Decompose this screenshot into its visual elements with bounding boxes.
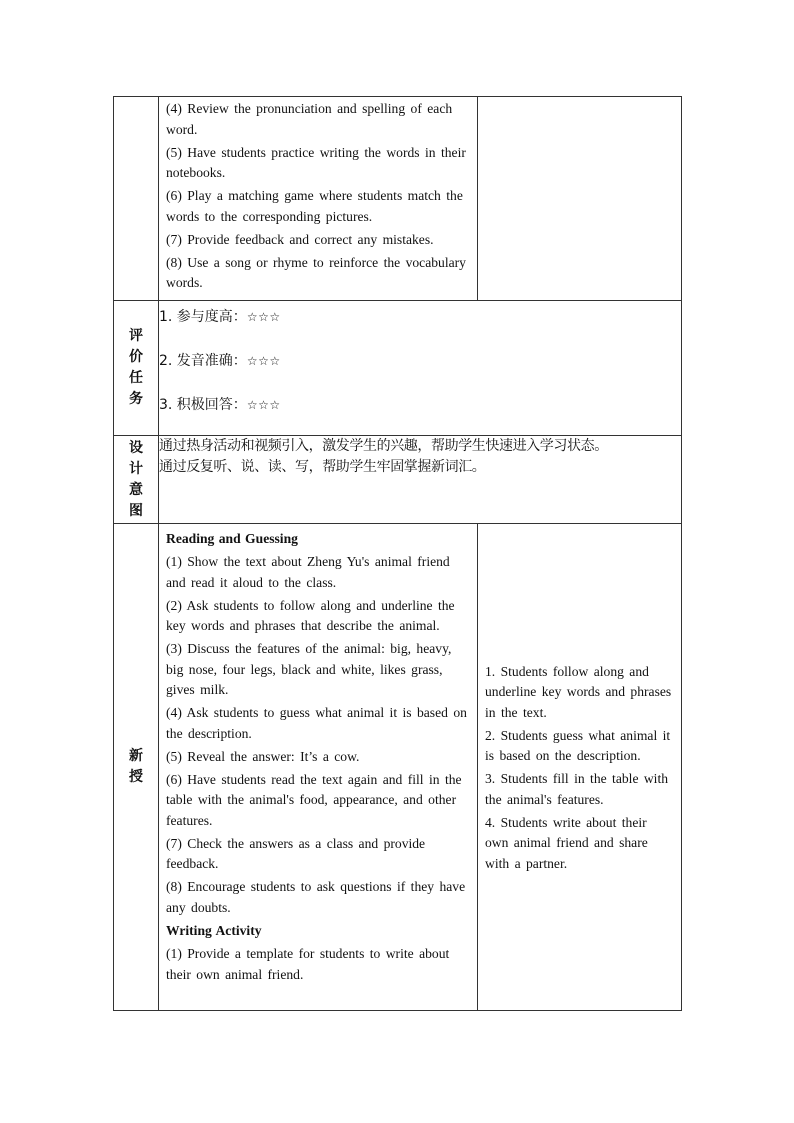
row-practice-steps [114, 97, 682, 301]
new-lesson-label: 新 授 [114, 524, 159, 1011]
step-item: (6) Play a matching game where students match the words to the corresponding pictures. [166, 188, 463, 224]
student-activity-item: 3. Students fill in the table with the animal's features. [485, 771, 669, 807]
step-item: (8) Use a song or rhyme to reinforce the vocabulary words. [166, 254, 466, 290]
student-activity-item: 4. Students write about their own animal friend and share with a partner. [485, 814, 648, 871]
teacher-activity-cell [159, 524, 478, 1011]
design-intent-line: 通过热身活动和视频引入，激发学生的兴趣，帮助学生快速进入学习状态。 [159, 438, 608, 454]
step-item: (7) Provide feedback and correct any mistakes. [166, 231, 434, 247]
row-label-empty [114, 97, 159, 301]
evaluation-label: 评 价 任 务 [114, 301, 159, 436]
section-heading: Reading and Guessing [166, 531, 298, 546]
evaluation-item: 1. 参与度高：☆☆☆ [159, 309, 281, 325]
student-activity-cell [478, 524, 682, 1011]
step-item: (4) Ask students to guess what animal it is based on the description. [166, 705, 467, 741]
step-item: (3) Discuss the features of the animal: big, heavy, big nose, four legs, black and white, likes grass, gives milk. [166, 641, 452, 697]
step-item: (1) Provide a template for students to write about their own animal friend. [166, 946, 450, 982]
star-rating: ☆☆☆ [246, 310, 281, 324]
step-item: (4) Review the pronunciation and spelling of each word. [166, 101, 453, 137]
design-intent-text [159, 436, 682, 524]
step-item: (5) Have students practice writing the words in their notebooks. [166, 144, 466, 180]
lesson-plan-table [113, 96, 682, 1011]
step-item: (8) Encourage students to ask questions if they have any doubts. [166, 879, 466, 915]
student-activity-item: 1. Students follow along and underline key words and phrases in the text. [485, 663, 672, 720]
step-item: (5) Reveal the answer: It’s a cow. [166, 748, 360, 764]
student-activity-cell-empty [478, 97, 682, 301]
row-new-lesson [114, 524, 682, 1011]
evaluation-item: 3. 积极回答：☆☆☆ [159, 397, 281, 413]
design-intent-line: 通过反复听、说、读、写，帮助学生牢固掌握新词汇。 [159, 459, 486, 475]
student-activity-item: 2. Students guess what animal it is based on the description. [485, 727, 671, 763]
star-rating: ☆☆☆ [246, 354, 281, 368]
teacher-activity-cell [159, 97, 478, 301]
row-design-intent [114, 436, 682, 524]
step-item: (6) Have students read the text again and fill in the table with the animal's food, appearance, and other features. [166, 771, 462, 828]
step-item: (1) Show the text about Zheng Yu's animal friend and read it aloud to the class. [166, 554, 450, 590]
row-evaluation [114, 301, 682, 436]
design-intent-label: 设 计 意 图 [114, 436, 159, 524]
step-item: (2) Ask students to follow along and underline the key words and phrases that describe the animal. [166, 597, 455, 633]
step-item: (7) Check the answers as a class and provide feedback. [166, 835, 426, 871]
star-rating: ☆☆☆ [246, 398, 281, 412]
evaluation-item: 2. 发音准确：☆☆☆ [159, 353, 281, 369]
section-heading: Writing Activity [166, 923, 262, 938]
evaluation-items [159, 301, 682, 436]
